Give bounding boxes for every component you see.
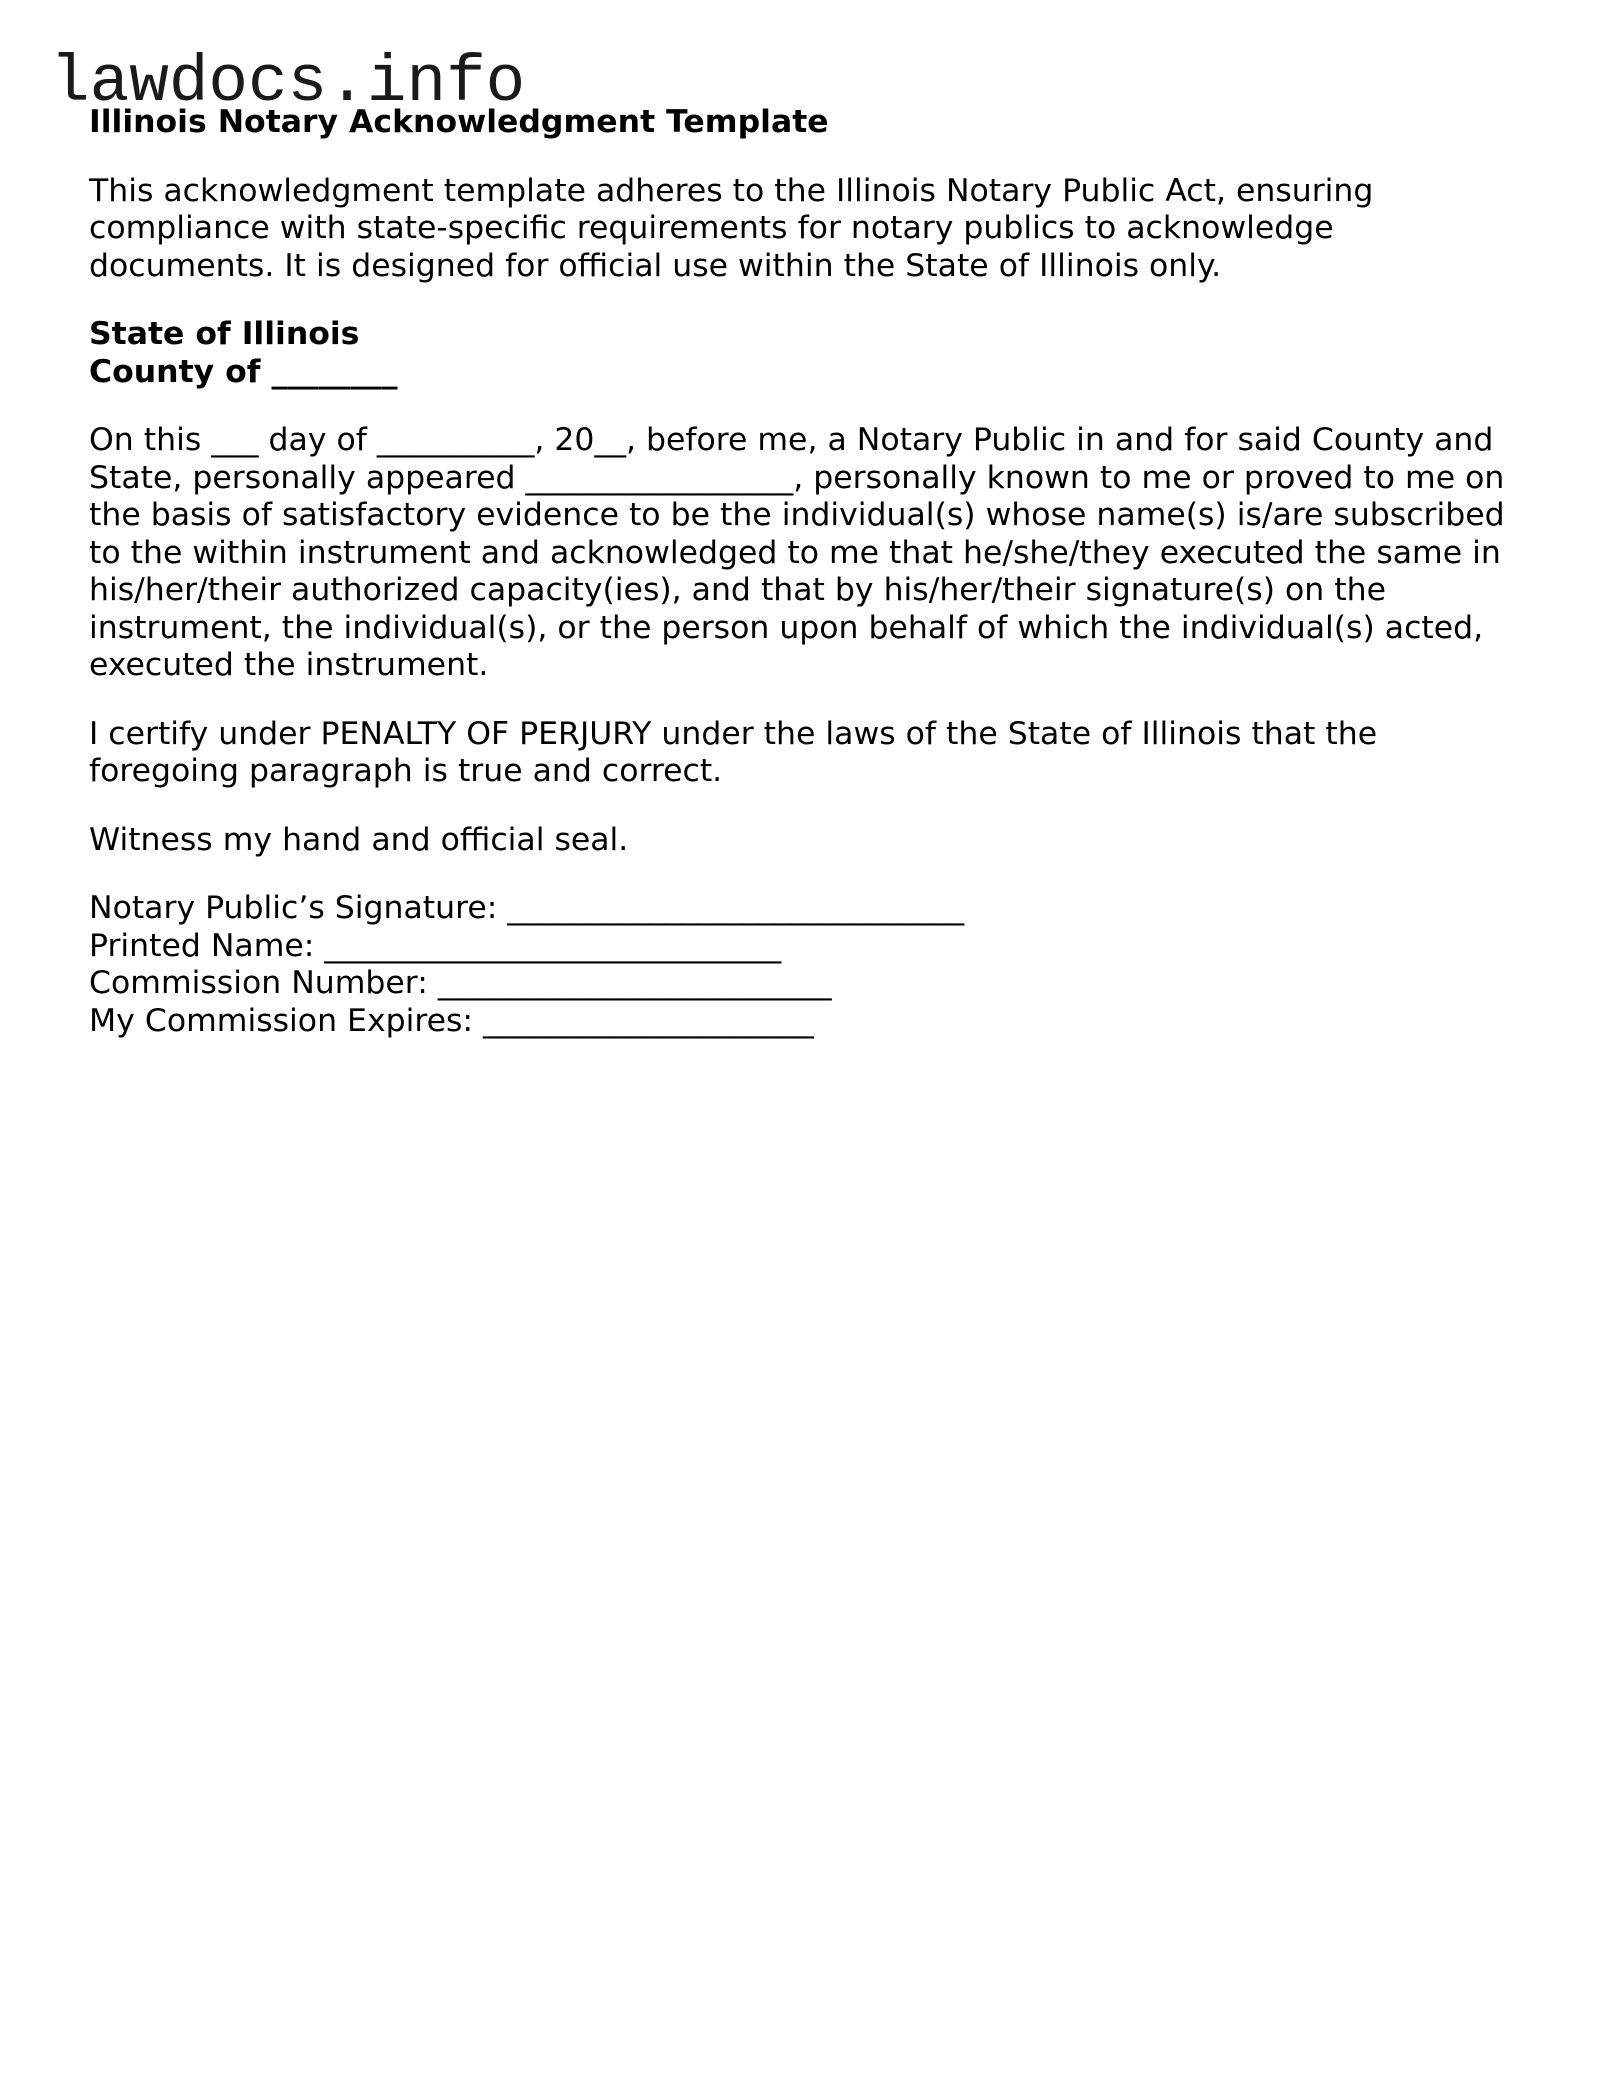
certification-line: I certify under PENALTY OF PERJURY under the laws of the State of Illinois that the xyxy=(89,715,1378,752)
commission-expires-field: My Commission Expires: _____________________ xyxy=(89,1002,814,1039)
witness-statement xyxy=(89,822,1529,860)
body-line: executed the instrument. xyxy=(89,647,489,683)
intro-paragraph xyxy=(89,173,1529,286)
body-line: State, personally appeared _________________, personally known to me or proved to me on xyxy=(89,459,1505,496)
commission-number-field: Commission Number: _________________________ xyxy=(89,965,832,1001)
venue-state: State of Illinois xyxy=(89,316,360,352)
watermark-logo: lawdocs.info xyxy=(50,45,526,120)
witness-line: Witness my hand and official seal. xyxy=(89,821,629,858)
acknowledgment-paragraph xyxy=(89,422,1529,685)
venue-county: County of ________ xyxy=(89,353,398,390)
intro-line: This acknowledgment template adheres to the Illinois Notary Public Act, ensuring xyxy=(89,172,1374,209)
printed-name-field: Printed Name: _____________________________ xyxy=(89,927,782,964)
intro-line: compliance with state-specific requirements for notary publics to acknowledge xyxy=(89,210,1334,246)
document-body xyxy=(89,104,1529,1040)
body-line: instrument, the individual(s), or the person upon behalf of which the individual(s) acted, xyxy=(89,609,1484,646)
signature-block xyxy=(89,890,1529,1040)
certification-line: foregoing paragraph is true and correct. xyxy=(89,753,723,789)
body-line: On this ___ day of __________, 20__, before me, a Notary Public in and for said County and xyxy=(89,422,1494,458)
intro-line: documents. It is designed for official use within the State of Illinois only. xyxy=(89,247,1222,284)
document-title: Illinois Notary Acknowledgment Template xyxy=(89,104,829,140)
venue-block xyxy=(89,316,1529,391)
body-line: to the within instrument and acknowledged to me that he/she/they executed the same in xyxy=(89,534,1501,571)
notary-signature-field: Notary Public’s Signature: _____________________________ xyxy=(89,890,965,926)
body-line: the basis of satisfactory evidence to be the individual(s) whose name(s) is/are subscribed xyxy=(89,497,1505,533)
certification-paragraph xyxy=(89,716,1529,791)
body-line: his/her/their authorized capacity(ies), and that by his/her/their signature(s) on the xyxy=(89,572,1386,608)
